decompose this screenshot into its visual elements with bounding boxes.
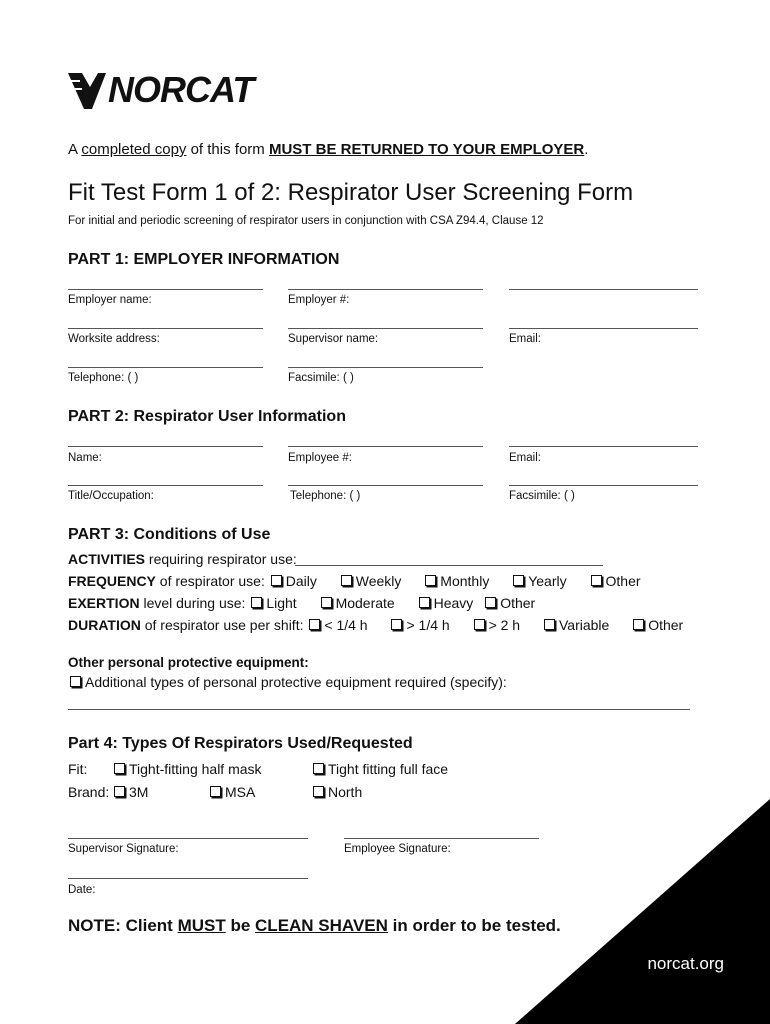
checkbox-icon bbox=[544, 619, 555, 630]
frequency-other-option[interactable] bbox=[589, 573, 641, 589]
corner-decoration bbox=[515, 799, 770, 1024]
checkbox-icon bbox=[210, 786, 221, 797]
notice-text: A bbox=[68, 141, 82, 158]
checkbox-icon bbox=[271, 575, 282, 586]
supervisor-signature-field[interactable] bbox=[68, 838, 308, 840]
activities-text: requiring respirator use: bbox=[145, 551, 297, 567]
checkbox-icon bbox=[485, 597, 496, 608]
fit-full-face-option[interactable] bbox=[311, 758, 448, 780]
exertion-label: EXERTION bbox=[68, 595, 140, 611]
exertion-moderate-option[interactable] bbox=[319, 595, 395, 611]
employer-facsimile-label: Facsimile: ( ) bbox=[288, 372, 354, 384]
user-telephone-field[interactable] bbox=[288, 485, 483, 487]
supervisor-label: Supervisor name: bbox=[288, 333, 379, 345]
checkbox-icon bbox=[425, 575, 436, 586]
checkbox-icon bbox=[633, 619, 644, 630]
ppe-heading: Other personal protective equipment: bbox=[68, 655, 309, 670]
option-label: Tight-fitting half mask bbox=[129, 761, 262, 777]
frequency-yearly-option[interactable] bbox=[511, 573, 566, 589]
duration-row bbox=[68, 614, 683, 636]
employee-number-field[interactable] bbox=[288, 446, 483, 448]
duration-label: DURATION bbox=[68, 617, 141, 633]
option-label: Variable bbox=[558, 617, 610, 633]
part4-heading: Part 4: Types Of Respirators Used/Requested bbox=[68, 735, 413, 752]
title-occupation-field[interactable] bbox=[68, 485, 263, 487]
notice-underline: completed copy bbox=[81, 141, 187, 158]
employer-name-field[interactable] bbox=[68, 289, 263, 291]
duration-gt-2h-option[interactable] bbox=[472, 617, 521, 633]
part3-heading: PART 3: Conditions of Use bbox=[68, 526, 271, 543]
option-label: Monthly bbox=[440, 573, 490, 589]
frequency-label: FREQUENCY bbox=[68, 573, 156, 589]
date-field[interactable] bbox=[68, 878, 308, 880]
logo-wordmark: NORCAT bbox=[108, 69, 254, 110]
notice-text: . bbox=[584, 141, 589, 158]
note-text: NOTE: Client bbox=[68, 916, 178, 935]
note-emphasis: MUST bbox=[177, 916, 226, 935]
option-label: North bbox=[328, 784, 363, 800]
part2-heading: PART 2: Respirator User Information bbox=[68, 408, 346, 425]
norcat-logo bbox=[68, 70, 298, 110]
form-subtitle: For initial and periodic screening of respirator users in conjunction with CSA Z94.4, Clause 12 bbox=[68, 215, 544, 227]
part1-extra-field[interactable] bbox=[509, 289, 698, 291]
note-text: be bbox=[225, 916, 256, 935]
employer-number-label: Employer #: bbox=[288, 294, 350, 306]
activities-row bbox=[68, 548, 297, 570]
option-label: Heavy bbox=[433, 595, 474, 611]
form-title: Fit Test Form 1 of 2: Respirator User Screening Form bbox=[68, 179, 634, 206]
option-label: Weekly bbox=[355, 573, 402, 589]
duration-gt-quarter-option[interactable] bbox=[389, 617, 449, 633]
user-name-label: Name: bbox=[68, 452, 102, 464]
fit-label: Fit: bbox=[68, 761, 88, 777]
brand-label: Brand: bbox=[68, 784, 110, 800]
frequency-weekly-option[interactable] bbox=[339, 573, 402, 589]
checkbox-icon bbox=[513, 575, 524, 586]
employer-email-field[interactable] bbox=[509, 328, 698, 330]
note-text: in order to be tested. bbox=[387, 916, 561, 935]
option-label: > 2 h bbox=[488, 617, 521, 633]
user-name-field[interactable] bbox=[68, 446, 263, 448]
checkbox-icon bbox=[251, 597, 262, 608]
frequency-monthly-option[interactable] bbox=[423, 573, 489, 589]
option-label: Tight fitting full face bbox=[328, 761, 449, 777]
user-email-label: Email: bbox=[509, 452, 541, 464]
checkbox-icon bbox=[341, 575, 352, 586]
option-label: MSA bbox=[225, 784, 256, 800]
notice-emphasis: MUST BE RETURNED TO YOUR EMPLOYER bbox=[268, 141, 585, 158]
exertion-heavy-option[interactable] bbox=[417, 595, 474, 611]
checkbox-icon bbox=[114, 763, 125, 774]
employer-name-label: Employer name: bbox=[68, 294, 152, 306]
duration-lt-quarter-option[interactable] bbox=[307, 617, 367, 633]
checkbox-icon bbox=[591, 575, 602, 586]
checkbox-icon bbox=[313, 763, 324, 774]
title-occupation-label: Title/Occupation: bbox=[68, 490, 154, 502]
website-link[interactable]: norcat.org bbox=[647, 954, 724, 973]
checkbox-icon bbox=[474, 619, 485, 630]
worksite-field[interactable] bbox=[68, 328, 263, 330]
employer-facsimile-field[interactable] bbox=[288, 367, 483, 369]
date-label: Date: bbox=[68, 884, 96, 896]
activities-label: ACTIVITIES bbox=[68, 551, 146, 567]
frequency-text: of respirator use: bbox=[155, 573, 265, 589]
exertion-light-option[interactable] bbox=[249, 595, 296, 611]
exertion-row bbox=[68, 592, 535, 614]
brand-3m-option[interactable] bbox=[112, 781, 148, 803]
supervisor-signature-label: Supervisor Signature: bbox=[68, 843, 179, 855]
option-label: Light bbox=[266, 595, 297, 611]
ppe-option-label: Additional types of personal protective equipment required (specify): bbox=[85, 674, 507, 690]
duration-text: of respirator use per shift: bbox=[140, 617, 304, 633]
option-label: > 1/4 h bbox=[406, 617, 450, 633]
checkbox-icon bbox=[114, 786, 125, 797]
employee-signature-label: Employee Signature: bbox=[344, 843, 451, 855]
employer-number-field[interactable] bbox=[288, 289, 483, 291]
note-emphasis: CLEAN SHAVEN bbox=[255, 916, 388, 935]
ppe-option[interactable] bbox=[68, 671, 507, 693]
checkbox-icon bbox=[309, 619, 320, 630]
employer-telephone-field[interactable] bbox=[68, 367, 263, 369]
user-facsimile-label: Facsimile: ( ) bbox=[509, 490, 575, 502]
option-label: Moderate bbox=[335, 595, 395, 611]
return-notice bbox=[68, 141, 588, 158]
checkbox-icon bbox=[391, 619, 402, 630]
part1-heading: PART 1: EMPLOYER INFORMATION bbox=[68, 251, 340, 268]
option-label: Other bbox=[648, 617, 684, 633]
brand-msa-option[interactable] bbox=[208, 781, 255, 803]
ppe-specify-field[interactable] bbox=[68, 709, 690, 711]
supervisor-field[interactable] bbox=[288, 328, 483, 330]
notice-text: of this form bbox=[186, 141, 269, 158]
worksite-label: Worksite address: bbox=[68, 333, 160, 345]
fit-half-mask-option[interactable] bbox=[112, 758, 262, 780]
duration-other-option[interactable] bbox=[631, 617, 683, 633]
checkbox-icon bbox=[313, 786, 324, 797]
employee-signature-field[interactable] bbox=[344, 838, 539, 840]
employee-number-label: Employee #: bbox=[288, 452, 352, 464]
user-telephone-label: Telephone: ( ) bbox=[290, 490, 361, 502]
activities-field[interactable] bbox=[295, 565, 603, 567]
frequency-row bbox=[68, 570, 641, 592]
employer-email-label: Email: bbox=[509, 333, 541, 345]
exertion-other-option[interactable] bbox=[483, 595, 535, 611]
norcat-mark-icon bbox=[68, 73, 106, 109]
user-facsimile-field[interactable] bbox=[509, 485, 698, 487]
option-label: Daily bbox=[285, 573, 317, 589]
employer-telephone-label: Telephone: ( ) bbox=[68, 372, 139, 384]
option-label: Yearly bbox=[528, 573, 567, 589]
checkbox-icon bbox=[419, 597, 430, 608]
checkbox-icon bbox=[70, 676, 81, 687]
brand-north-option[interactable] bbox=[311, 781, 362, 803]
option-label: Other bbox=[605, 573, 641, 589]
user-email-field[interactable] bbox=[509, 446, 698, 448]
option-label: Other bbox=[500, 595, 536, 611]
option-label: < 1/4 h bbox=[324, 617, 368, 633]
checkbox-icon bbox=[321, 597, 332, 608]
exertion-text: level during use: bbox=[139, 595, 246, 611]
clean-shaven-note bbox=[68, 916, 561, 936]
frequency-daily-option[interactable] bbox=[269, 573, 317, 589]
duration-variable-option[interactable] bbox=[542, 617, 609, 633]
option-label: 3M bbox=[129, 784, 149, 800]
